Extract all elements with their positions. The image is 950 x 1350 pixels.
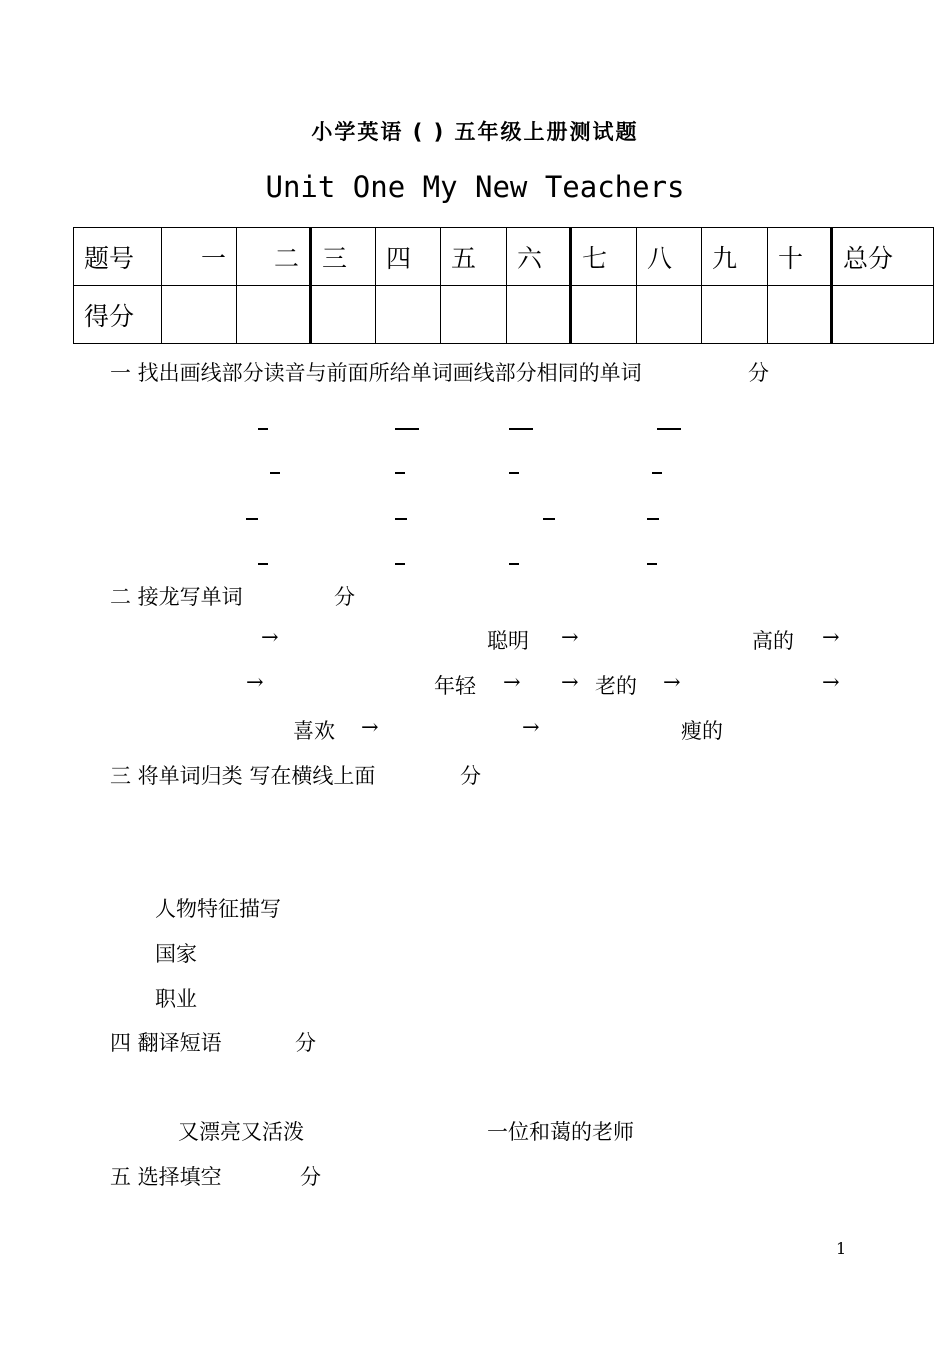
header-cell: 三 (311, 228, 376, 286)
section-3-score: 分 (460, 764, 481, 788)
arrow-icon: → (361, 715, 379, 739)
header-cell: 九 (702, 228, 768, 286)
arrow-icon: → (561, 625, 579, 649)
arrow-icon: → (246, 670, 264, 694)
arrow-icon: → (522, 715, 540, 739)
word-clever: 聪明 (487, 629, 529, 653)
underline-mark (647, 563, 657, 565)
page-number: 1 (836, 1239, 847, 1258)
header-cell: 五 (441, 228, 507, 286)
section-2-title: 二 接龙写单词 (110, 585, 243, 609)
section-1-score: 分 (748, 361, 769, 385)
underline-mark (509, 472, 519, 474)
score-cell (162, 286, 237, 344)
arrow-icon: → (822, 625, 840, 649)
header-cell: 二 (237, 228, 311, 286)
phrase-item: 一位和蔼的老师 (487, 1120, 634, 1144)
section-5-title: 五 选择填空 (110, 1165, 222, 1189)
category-label: 国家 (155, 942, 197, 966)
underline-mark (657, 428, 681, 430)
underline-mark (258, 428, 268, 430)
word-young: 年轻 (434, 674, 476, 698)
word-old: 老的 (595, 674, 637, 698)
arrow-icon: → (261, 625, 279, 649)
score-cell (702, 286, 768, 344)
word-like: 喜欢 (293, 719, 335, 743)
header-cell: 六 (507, 228, 571, 286)
score-cell (311, 286, 376, 344)
underline-mark (395, 563, 405, 565)
underline-mark (652, 472, 662, 474)
section-2-score: 分 (334, 585, 355, 609)
score-cell (637, 286, 702, 344)
header-cell: 一 (162, 228, 237, 286)
underline-mark (543, 518, 555, 520)
score-cell (376, 286, 441, 344)
header-cell: 八 (637, 228, 702, 286)
word-thin: 瘦的 (681, 719, 723, 743)
score-cell (441, 286, 507, 344)
category-label: 人物特征描写 (155, 897, 281, 921)
arrow-icon: → (822, 670, 840, 694)
underline-mark (647, 518, 659, 520)
underline-mark (395, 472, 405, 474)
section-4-title: 四 翻译短语 (110, 1031, 222, 1055)
score-cell (237, 286, 311, 344)
score-cell (571, 286, 637, 344)
score-cell (507, 286, 571, 344)
word-tall: 高的 (752, 629, 794, 653)
underline-mark (270, 472, 280, 474)
score-cell (768, 286, 832, 344)
score-table (73, 227, 934, 344)
header-cell: 七 (571, 228, 637, 286)
total-header-cell: 总分 (832, 228, 934, 286)
section-4-score: 分 (295, 1031, 316, 1055)
arrow-icon: → (561, 670, 579, 694)
phrase-item: 又漂亮又活泼 (178, 1120, 304, 1144)
category-label: 职业 (155, 987, 197, 1011)
page-title: 小学英语 ( ) 五年级上册测试题 (311, 120, 639, 144)
underline-mark (395, 518, 407, 520)
underline-mark (509, 563, 519, 565)
section-3-title: 三 将单词归类 写在横线上面 (110, 764, 376, 788)
header-cell: 十 (768, 228, 832, 286)
total-score-cell (832, 286, 934, 344)
table-row (74, 286, 934, 344)
underline-mark (395, 428, 419, 430)
unit-title: Unit One My New Teachers (265, 170, 685, 204)
underline-mark (246, 518, 258, 520)
arrow-icon: → (663, 670, 681, 694)
table-row (74, 228, 934, 286)
underline-mark (258, 563, 268, 565)
row-label-score: 得分 (74, 286, 162, 344)
section-5-score: 分 (300, 1165, 321, 1189)
section-1-title: 一 找出画线部分读音与前面所给单词画线部分相同的单词 (110, 361, 642, 385)
header-cell: 四 (376, 228, 441, 286)
arrow-icon: → (503, 670, 521, 694)
row-label-number: 题号 (74, 228, 162, 286)
underline-mark (509, 428, 533, 430)
